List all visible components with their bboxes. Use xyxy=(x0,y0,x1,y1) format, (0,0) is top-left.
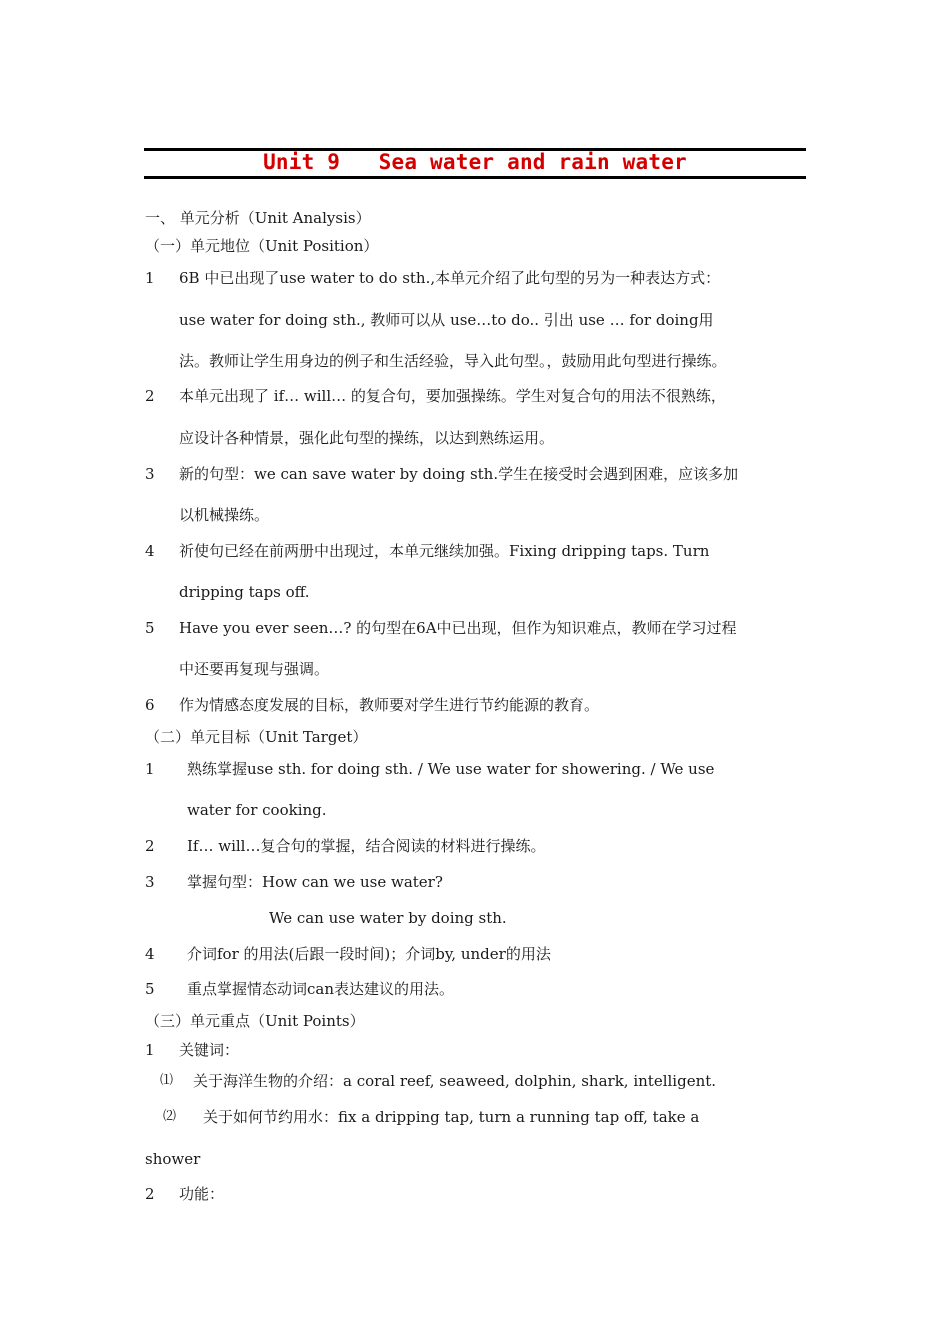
target-item-line: We can use water by doing sth. xyxy=(269,909,507,927)
position-item-line: 6B 中已出现了use water to do sth.,本单元介绍了此句型的另为一种表达方式： xyxy=(179,269,721,287)
keyword-item-marker: ⑴ xyxy=(160,1073,174,1088)
position-item-line: use water for doing sth., 教师可以从 use…to do.. 引出 use … for doing用 xyxy=(179,311,714,329)
target-item-number: 5 xyxy=(145,980,155,998)
target-item-line: 熟练掌握use sth. for doing sth. / We use water for showering. / We use xyxy=(187,760,715,778)
position-item-line: 以机械操练。 xyxy=(179,506,270,524)
position-item-number: 4 xyxy=(145,542,155,560)
subsection-heading-target: （二）单元目标（Unit Target） xyxy=(145,728,368,746)
points-keywords-label: 关键词： xyxy=(179,1041,240,1059)
position-item-line: dripping taps off. xyxy=(179,583,310,601)
points-item-number: 2 xyxy=(145,1185,155,1203)
target-item-line: water for cooking. xyxy=(187,801,327,819)
position-item-line: 祈使句已经在前两册中出现过，本单元继续加强。Fixing dripping taps. Turn xyxy=(179,542,710,560)
points-item-number: 1 xyxy=(145,1041,155,1059)
target-item-line: 介词for 的用法(后跟一段时间)；介词by, under的用法 xyxy=(187,945,551,963)
target-item-number: 4 xyxy=(145,945,155,963)
subsection-heading-points: （三）单元重点（Unit Points） xyxy=(145,1012,365,1030)
page-title: Unit 9 Sea water and rain water xyxy=(263,150,687,174)
position-item-line: 本单元出现了 if… will… 的复合句，要加强操练。学生对复合句的用法不很熟练， xyxy=(179,387,726,405)
target-item-number: 3 xyxy=(145,873,155,891)
keyword-item-text: 关于海洋生物的介绍：a coral reef, seaweed, dolphin, shark, intelligent. xyxy=(193,1072,717,1090)
section-heading-analysis: 一、 单元分析（Unit Analysis） xyxy=(145,209,371,227)
position-item-line: 新的句型：we can save water by doing sth.学生在接受时会遇到困难，应该多加 xyxy=(179,465,739,483)
position-item-line: 作为情感态度发展的目标，教师要对学生进行节约能源的教育。 xyxy=(179,696,600,714)
keyword-item-marker: ⑵ xyxy=(163,1109,177,1124)
points-function-label: 功能： xyxy=(179,1185,225,1203)
position-item-line: Have you ever seen…? 的句型在6A中已出现，但作为知识难点，教师在学习过程 xyxy=(179,619,737,637)
target-item-line: 掌握句型：How can we use water? xyxy=(187,873,443,891)
target-item-number: 1 xyxy=(145,760,155,778)
position-item-line: 法。教师让学生用身边的例子和生活经验，导入此句型。，鼓励用此句型进行操练。 xyxy=(179,352,727,370)
keyword-item-continuation: shower xyxy=(145,1150,201,1168)
keyword-item-text: 关于如何节约用水：fix a dripping tap, turn a running tap off, take a xyxy=(203,1108,700,1126)
position-item-number: 5 xyxy=(145,619,155,637)
position-item-number: 6 xyxy=(145,696,155,714)
target-item-line: 重点掌握情态动词can表达建议的用法。 xyxy=(187,980,455,998)
position-item-number: 1 xyxy=(145,269,155,287)
position-item-number: 2 xyxy=(145,387,155,405)
position-item-number: 3 xyxy=(145,465,155,483)
target-item-number: 2 xyxy=(145,837,155,855)
title-bottom-rule xyxy=(144,176,806,179)
target-item-line: If… will…复合句的掌握，结合阅读的材料进行操练。 xyxy=(187,837,546,855)
position-item-line: 中还要再复现与强调。 xyxy=(179,660,330,678)
position-item-line: 应设计各种情景，强化此句型的操练，以达到熟练运用。 xyxy=(179,429,555,447)
subsection-heading-position: （一）单元地位（Unit Position） xyxy=(145,237,379,255)
